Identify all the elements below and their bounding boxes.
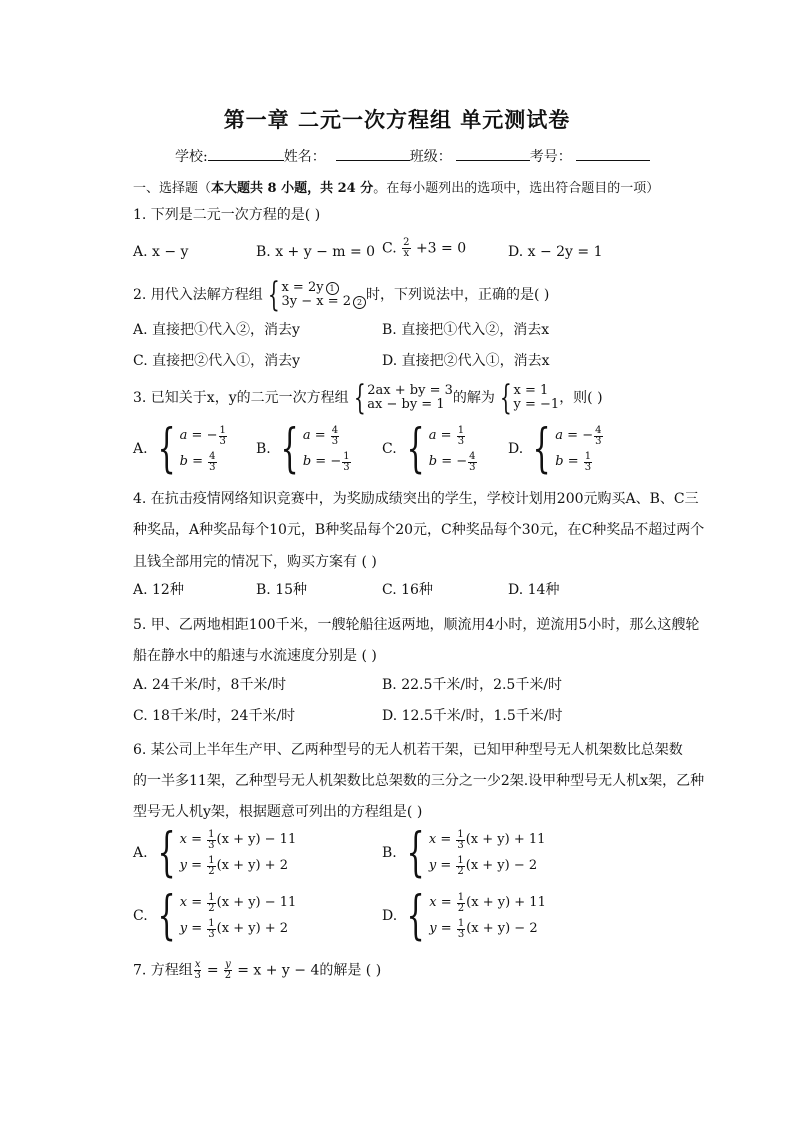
- brace-icon: {: [406, 886, 425, 946]
- sign: −: [206, 428, 218, 444]
- fraction-numerator: 1: [208, 854, 215, 866]
- option-label: C.: [133, 907, 148, 924]
- question-4-line-3: 且钱全部用完的情况下，购买方案有 ( ): [133, 554, 377, 570]
- option-fraction: [207, 830, 215, 851]
- system-row: y = $\frac{1}{3}$ (x + y) + 2: [179, 917, 289, 940]
- q7-equals: =: [202, 962, 224, 979]
- q2-suffix: 时，下列说法中，正确的是( ): [366, 287, 550, 303]
- system-rows: [367, 384, 453, 412]
- question-4-line-1: 4. 在抗击疫情网络知识竞赛中，为奖励成绩突出的学生，学校计划用200元购买A、B、C三: [133, 491, 699, 507]
- option-fraction: [456, 856, 464, 877]
- variable-x: x: [429, 895, 437, 911]
- system-row: x = $\frac{1}{3}$ (x + y) − 11: [179, 828, 297, 851]
- fraction-numerator: 4: [209, 450, 216, 462]
- system-rows: [281, 281, 366, 309]
- variable-x: x: [179, 832, 187, 848]
- student-info-row: [175, 146, 650, 166]
- option-expression: (x + y) + 11: [466, 895, 546, 911]
- system-rows: [429, 890, 546, 942]
- fraction-denominator: 2: [208, 902, 215, 914]
- variable-y: y: [428, 858, 437, 874]
- system-row: b = − $\frac{1}{3}$: [302, 450, 350, 473]
- option-fraction: [208, 452, 216, 473]
- circled-number-2-icon: 2: [353, 296, 366, 309]
- system-row: y = $\frac{1}{3}$ (x + y) − 2: [429, 917, 538, 940]
- option-fraction: [584, 452, 592, 473]
- q3-option-b[interactable]: [256, 419, 352, 479]
- q3-option-c[interactable]: [382, 419, 478, 479]
- q1-option-c-fraction: [402, 238, 410, 259]
- system-row: [281, 281, 366, 295]
- option-fraction: [207, 893, 215, 914]
- q2-equation-2: 3y − x = 2: [281, 293, 351, 309]
- fraction-denominator: 3: [343, 461, 350, 473]
- school-blank[interactable]: [208, 148, 284, 161]
- sign: −: [456, 454, 468, 470]
- q4-option-d[interactable]: D. 14种: [508, 582, 560, 598]
- variable-a: a: [428, 428, 437, 444]
- system-rows: [429, 423, 478, 475]
- variable-b: b: [179, 454, 188, 470]
- fraction-denominator: 3: [457, 435, 465, 447]
- option-label: A.: [133, 844, 148, 861]
- question-1-stem: 1. 下列是二元一次方程的是( ): [133, 207, 321, 223]
- fraction-numerator: 1: [457, 891, 465, 903]
- option-fraction: [342, 452, 350, 473]
- q5-option-d[interactable]: D. 12.5千米/时，1.5千米/时: [382, 708, 563, 724]
- q1-option-d[interactable]: D. x − 2y = 1: [508, 244, 603, 260]
- fraction-numerator: 1: [208, 828, 215, 840]
- q3-option-a[interactable]: [133, 419, 228, 479]
- section-heading-bold: 本大题共 8 小题，共 24 分: [211, 181, 374, 196]
- option-fraction: [456, 830, 464, 851]
- q5-option-c[interactable]: C. 18千米/时，24千米/时: [133, 708, 296, 724]
- fraction-numerator: 1: [457, 828, 464, 840]
- variable-a: a: [302, 428, 311, 444]
- option-fraction: [219, 426, 227, 447]
- fraction-denominator: 3: [208, 839, 215, 851]
- option-fraction: [207, 856, 215, 877]
- section-heading-suffix: 。在每小题列出的选项中，选出符合题目的一项）: [373, 181, 660, 196]
- option-expression: (x + y) − 2: [465, 858, 538, 874]
- fraction-denominator: 3: [457, 839, 464, 851]
- brace-icon: {: [280, 419, 299, 479]
- variable-b: b: [555, 454, 564, 470]
- fraction-denominator: 3: [209, 461, 216, 473]
- system-rows: [555, 423, 603, 475]
- fraction-numerator: 4: [331, 424, 339, 436]
- system-row: y = $\frac{1}{2}$ (x + y) − 2: [428, 854, 538, 877]
- q1-option-a[interactable]: A. x − y: [133, 244, 189, 260]
- fraction-numerator: 1: [584, 450, 592, 462]
- q6-option-d[interactable]: [382, 886, 546, 946]
- option-label: D.: [382, 907, 398, 924]
- question-7-stem: [133, 960, 381, 981]
- fraction-denominator: 3: [194, 970, 201, 981]
- question-2-stem: [133, 275, 550, 315]
- system-rows: [180, 827, 297, 879]
- q3-solution-system: [495, 378, 560, 418]
- fraction-denominator: 3: [469, 461, 476, 473]
- fraction-denominator: 3: [457, 928, 465, 940]
- variable-y: y: [179, 858, 188, 874]
- system-row: [281, 295, 366, 309]
- system-rows: [514, 384, 560, 412]
- brace-icon: {: [532, 419, 551, 479]
- option-system: [133, 823, 297, 883]
- option-fraction: [457, 919, 465, 940]
- fraction-denominator: 2: [208, 865, 215, 877]
- system-row: b = $\frac{4}{3}$: [179, 450, 216, 473]
- option-system: [382, 886, 546, 946]
- option-label: D.: [508, 440, 524, 457]
- fraction-numerator: y: [225, 959, 231, 970]
- fraction-denominator: 2: [224, 970, 232, 981]
- q1-option-b[interactable]: B. x + y − m = 0: [256, 244, 376, 260]
- q3-mid: 的解为: [452, 390, 495, 406]
- fraction-denominator: 2: [457, 902, 465, 914]
- fraction-numerator: 1: [208, 917, 215, 929]
- fraction-numerator: 1: [208, 891, 215, 903]
- fraction-numerator: 1: [343, 450, 350, 462]
- brace-icon: {: [499, 378, 512, 418]
- q3-prefix: 3. 已知关于x，y的二元一次方程组: [133, 390, 349, 406]
- option-expression: (x + y) + 11: [465, 832, 546, 848]
- class-blank[interactable]: [456, 148, 530, 161]
- brace-icon: {: [406, 419, 425, 479]
- option-system: [133, 419, 228, 479]
- option-fraction: [207, 919, 215, 940]
- option-fraction: [594, 426, 602, 447]
- brace-icon: {: [157, 823, 176, 883]
- system-row: a = − $\frac{4}{3}$: [555, 424, 602, 447]
- system-row: x = $\frac{1}{3}$ (x + y) + 11: [428, 828, 546, 851]
- q1-option-c-prefix: C.: [382, 240, 402, 257]
- q5-option-b[interactable]: B. 22.5千米/时，2.5千米/时: [382, 677, 563, 693]
- fraction-denominator: 3: [208, 928, 215, 940]
- question-6-line-3: 型号无人机y架，根据题意可列出的方程组是( ): [133, 804, 423, 820]
- brace-icon: {: [353, 378, 366, 418]
- fraction-denominator: 3: [584, 461, 592, 473]
- option-system: [508, 419, 604, 479]
- option-system: [256, 419, 352, 479]
- q1-option-c-suffix: +3 = 0: [411, 240, 467, 257]
- fraction-numerator: 1: [457, 424, 465, 436]
- sign: −: [582, 428, 594, 444]
- q3-equation-system: [349, 378, 453, 418]
- system-row: x = $\frac{1}{2}$ (x + y) − 11: [179, 891, 297, 914]
- option-expression: (x + y) − 11: [216, 895, 297, 911]
- system-rows: [429, 827, 546, 879]
- fraction-numerator: 4: [469, 450, 476, 462]
- brace-icon: {: [157, 886, 176, 946]
- q7-suffix: = x + y − 4的解是 ( ): [232, 962, 382, 979]
- sign: −: [330, 454, 342, 470]
- section-heading: [133, 177, 659, 196]
- school-label: 学校:: [175, 149, 208, 165]
- q6-option-b[interactable]: [382, 823, 546, 883]
- variable-a: a: [179, 428, 188, 444]
- fraction-denominator: 2: [457, 865, 464, 877]
- option-fraction: [457, 426, 465, 447]
- brace-icon: {: [406, 823, 425, 883]
- q2-option-d[interactable]: D. 直接把②代入①，消去x: [382, 353, 550, 369]
- variable-x: x: [428, 832, 437, 848]
- variable-y: y: [179, 921, 188, 937]
- variable-b: b: [302, 454, 312, 470]
- system-rows: [303, 423, 352, 475]
- variable-x: x: [179, 895, 188, 911]
- fraction-denominator: 3: [331, 435, 339, 447]
- fraction-numerator: 1: [457, 854, 464, 866]
- system-row: b = $\frac{1}{3}$: [555, 450, 592, 473]
- q3-equation-2: ax − by = 1: [367, 396, 445, 412]
- option-expression: (x + y) + 2: [216, 858, 288, 874]
- q6-option-c[interactable]: [133, 886, 297, 946]
- page-title: 第一章 二元一次方程组 单元测试卷: [223, 107, 571, 132]
- fraction-numerator: 1: [457, 917, 465, 929]
- fraction-denominator: 3: [219, 435, 226, 447]
- system-row: a = $\frac{4}{3}$: [302, 424, 339, 447]
- option-fraction: [457, 893, 465, 914]
- question-6-line-1: 6. 某公司上半年生产甲、乙两种型号的无人机若干架，已知甲种型号无人机架数比总架数: [133, 742, 683, 758]
- option-label: B.: [382, 844, 397, 861]
- q3-solution-y: y = −1: [513, 396, 560, 412]
- question-5-line-1: 5. 甲、乙两地相距100千米，一艘轮船往返两地，顺流用4小时，逆流用5小时，那么这艘轮: [133, 617, 700, 633]
- q6-option-a[interactable]: [133, 823, 297, 883]
- name-label: 姓名：: [283, 149, 326, 165]
- option-system: [133, 886, 297, 946]
- circled-number-1-icon: 1: [326, 282, 339, 295]
- section-heading-prefix: 一、选择题（: [133, 181, 212, 196]
- option-system: [382, 419, 478, 479]
- system-row: y = $\frac{1}{2}$ (x + y) + 2: [179, 854, 288, 877]
- q5-option-a[interactable]: A. 24千米/时，8千米/时: [133, 677, 287, 693]
- fraction-denominator: x: [403, 248, 410, 259]
- q4-option-c[interactable]: C. 16种: [382, 582, 433, 598]
- question-4-line-2: 种奖品，A种奖品每个10元，B种奖品每个20元，C种奖品每个30元，在C种奖品不超过两个: [133, 522, 705, 538]
- q3-equation-1: 2ax + by = 3: [367, 382, 453, 398]
- variable-b: b: [428, 454, 438, 470]
- exam-no-label: 考号：: [529, 149, 572, 165]
- q2-prefix: 2. 用代入法解方程组: [133, 287, 263, 303]
- question-3-stem: [133, 378, 603, 418]
- system-rows: [180, 423, 228, 475]
- q2-option-a[interactable]: A. 直接把①代入②，消去y: [133, 322, 300, 338]
- system-row: x = $\frac{1}{2}$ (x + y) + 11: [429, 891, 546, 914]
- fraction-numerator: 1: [219, 424, 226, 436]
- question-5-line-2: 船在静水中的船速与水流速度分别是 ( ): [133, 648, 377, 664]
- fraction-denominator: 3: [595, 435, 602, 447]
- q2-option-c[interactable]: C. 直接把②代入①，消去y: [133, 353, 301, 369]
- option-expression: (x + y) − 2: [466, 921, 538, 937]
- option-fraction: [331, 426, 339, 447]
- option-system: [382, 823, 546, 883]
- q3-option-d[interactable]: [508, 419, 604, 479]
- option-label: A.: [133, 440, 148, 457]
- option-expression: (x + y) + 2: [216, 921, 289, 937]
- q3-suffix: ，则( ): [559, 390, 603, 406]
- question-6-line-2: 的一半多11架，乙种型号无人机架数比总架数的三分之一少2架.设甲种型号无人机x架，乙种: [133, 773, 705, 789]
- q7-fraction-y: [224, 960, 232, 981]
- variable-a: a: [555, 428, 564, 444]
- brace-icon: {: [267, 275, 280, 315]
- q4-option-b[interactable]: B. 15种: [256, 582, 308, 598]
- name-blank[interactable]: [336, 148, 410, 161]
- q7-fraction-x: [194, 960, 202, 981]
- system-row: a = − $\frac{1}{3}$: [179, 424, 226, 447]
- option-label: B.: [256, 440, 271, 457]
- brace-icon: {: [157, 419, 176, 479]
- q1-option-c[interactable]: [382, 238, 466, 259]
- class-label: 班级：: [409, 149, 452, 165]
- q2-option-b[interactable]: B. 直接把①代入②，消去x: [382, 322, 550, 338]
- q7-prefix: 7. 方程组: [133, 962, 193, 979]
- q2-equation-1: x = 2y: [281, 279, 324, 295]
- fraction-numerator: x: [194, 959, 201, 970]
- variable-y: y: [429, 921, 437, 937]
- option-label: C.: [382, 440, 397, 457]
- q4-option-a[interactable]: A. 12种: [133, 582, 184, 598]
- option-fraction: [468, 452, 476, 473]
- option-expression: (x + y) − 11: [216, 832, 297, 848]
- q3-solution-x: x = 1: [513, 382, 549, 398]
- system-row: b = − $\frac{4}{3}$: [428, 450, 476, 473]
- fraction-numerator: 2: [403, 237, 410, 248]
- system-row: a = $\frac{1}{3}$: [428, 424, 465, 447]
- q2-equation-system: [263, 275, 366, 315]
- fraction-numerator: 4: [595, 424, 602, 436]
- exam-no-blank[interactable]: [576, 148, 650, 161]
- system-rows: [180, 890, 297, 942]
